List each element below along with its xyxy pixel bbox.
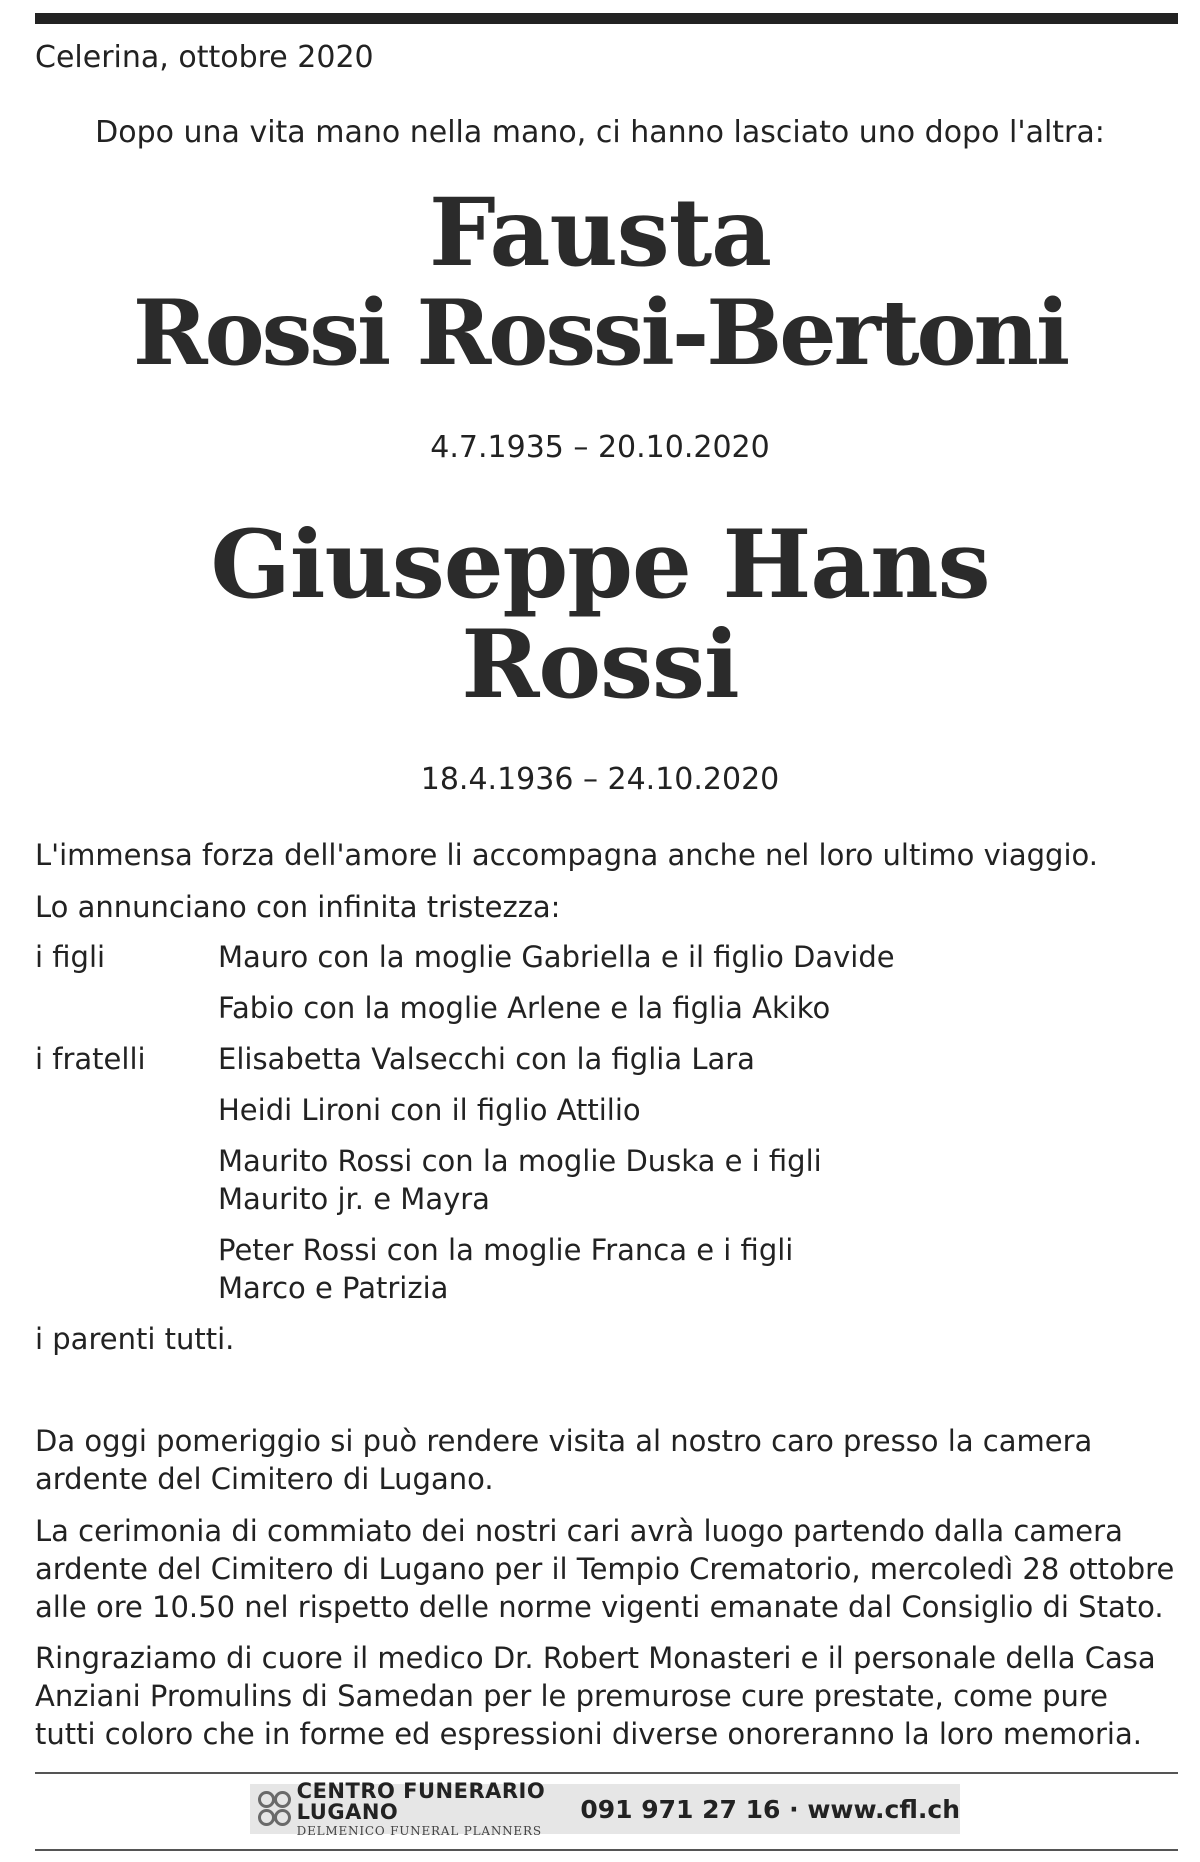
funeral-logo-icon	[256, 1789, 289, 1829]
company-subtitle: DELMENICO FUNERAL PLANNERS	[296, 1824, 542, 1838]
family-text: Mauro con la moglie Gabriella e il figlio Davide	[218, 940, 895, 974]
company-name: CENTRO FUNERARIO LUGANO	[296, 1779, 546, 1824]
family-text: Heidi Lironi con il figlio Attilio	[218, 1093, 641, 1127]
top-rule	[35, 13, 1178, 24]
intro-line: Dopo una vita mano nella mano, ci hanno lasciato uno dopo l'altra:	[95, 115, 1105, 150]
family-text: Fabio con la moglie Arlene e la figlia Akiko	[218, 991, 831, 1025]
family-label: i fratelli	[35, 1042, 146, 1076]
footer-bottom-rule	[35, 1849, 1178, 1851]
visit-paragraph: Da oggi pomeriggio si può rendere visita al nostro caro presso la camera ardente del Cimitero di Lugano.	[35, 1424, 1093, 1496]
deceased-2-dates: 18.4.1936 – 24.10.2020	[420, 762, 780, 797]
family-text: Elisabetta Valsecchi con la figlia Lara	[218, 1042, 755, 1076]
love-line: L'immensa forza dell'amore li accompagna anche nel loro ultimo viaggio.	[35, 838, 1098, 872]
funeral-home-footer	[250, 1779, 960, 1838]
footer-contact: 091 971 27 16 · www.cfl.ch	[580, 1794, 960, 1824]
deceased-1-dates: 4.7.1935 – 20.10.2020	[430, 430, 770, 465]
place-date: Celerina, ottobre 2020	[35, 40, 374, 75]
deceased-1-first-name: Fausta	[428, 178, 772, 288]
thanks-paragraph: Ringraziamo di cuore il medico Dr. Robert Monasteri e il personale della Casa Anziani Promulins di Samedan per le premurose cure prestate, come pure tutti coloro che in forme ed espressioni diverse onoreranno la loro memoria.	[35, 1641, 1156, 1751]
family-label: i figli	[35, 940, 106, 974]
deceased-2-first-name: Giuseppe Hans	[210, 510, 990, 620]
ceremony-paragraph: La cerimonia di commiato dei nostri cari avrà luogo partendo dalla camera ardente del Cimitero di Lugano per il Tempio Crematorio, mercoledì 28 ottobre alle ore 10.50 nel rispetto delle norme vigenti emanate dal Consiglio di Stato.	[35, 1514, 1175, 1624]
announce-line: Lo annunciano con infinita tristezza:	[35, 890, 561, 924]
family-text: Peter Rossi con la moglie Franca e i figli Marco e Patrizia	[218, 1233, 794, 1305]
deceased-2-surname: Rossi	[461, 610, 739, 720]
deceased-1-surname: Rossi Rossi-Bertoni	[132, 280, 1068, 386]
family-text: Maurito Rossi con la moglie Duska e i figli Maurito jr. e Mayra	[218, 1144, 822, 1216]
footer-top-rule	[35, 1772, 1178, 1774]
footer-company	[297, 1781, 563, 1837]
relatives-line: i parenti tutti.	[35, 1322, 235, 1356]
